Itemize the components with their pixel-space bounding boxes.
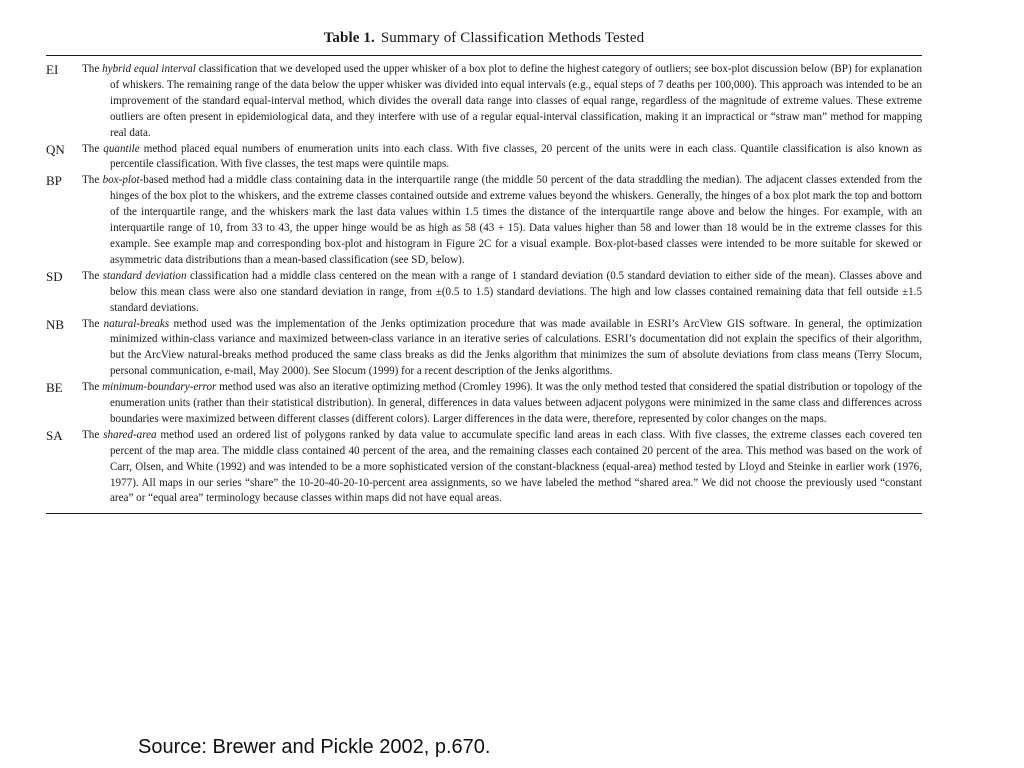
row-description: [82, 173, 922, 268]
row-term: quantile: [103, 142, 140, 155]
table-row: [46, 317, 922, 381]
row-abbreviation: SD: [46, 268, 63, 284]
row-description: [82, 142, 922, 174]
table-rows: [46, 56, 922, 513]
row-term: natural-breaks: [103, 317, 170, 330]
row-abbreviation: BE: [46, 380, 63, 396]
row-abbreviation: NB: [46, 316, 65, 332]
row-abbreviation: BP: [46, 173, 62, 189]
row-text: method used an ordered list of polygons ranked by data value to accumulate specific land areas in each class. With five classes, the extreme classes each covered ten percent of the map area. The middle class contained 40 percent of the area, and the remaining classes each contained 20 percent of the area. This method was based on the work of Carr, Olsen, and White (1992) and was intended to be a more sophisticated version of the constant-blackness (equal-area) method tested by Lloyd and Steinke in earlier work (1976, 1977). All maps in our series “share” the 10-20-40-20-10-percent area assignments, so we have labeled the method “shared area.” We did not choose the previously used “constant area” or “equal area” terminology because classes within maps did not have equal areas.: [110, 428, 922, 505]
table-title: [46, 30, 922, 47]
row-lead: The: [82, 269, 103, 282]
table-label: Table 1.: [323, 30, 375, 46]
row-abbreviation: EI: [46, 62, 59, 77]
row-term: minimum-boundary-error: [102, 381, 217, 394]
row-text: classification that we developed used the upper whisker of a box plot to define the highest category of outliers; see box-plot discussion below (BP) for explanation of whiskers. The remaining range of the data below the upper whisker was divided into equal intervals (e.g., equal steps of 7 deaths per 100,000). This approach was intended to be an improvement of the standard equal-interval method, which divides the overall data range into classes of equal range, regardless of the magnitude of extreme values. These extreme outliers are often present in epidemiological data, and they interfere with use of a regular equal-interval classification, making it an impractical or “straw man” method for mapping real data.: [110, 63, 922, 139]
classification-table: [46, 30, 922, 514]
row-description: [82, 317, 922, 381]
table-row: [46, 428, 922, 508]
row-description: [82, 269, 922, 317]
row-description: [82, 62, 922, 142]
row-lead: The: [82, 142, 104, 155]
row-term: shared-area: [103, 428, 157, 441]
row-abbreviation: SA: [46, 427, 63, 443]
table-title-text: Summary of Classification Methods Tested: [380, 30, 645, 46]
row-lead: The: [82, 428, 104, 441]
row-lead: The: [82, 63, 103, 75]
row-abbreviation: QN: [46, 141, 65, 157]
row-text: method used was the implementation of the Jenks optimization procedure that was made available in ESRI’s ArcView GIS software. In general, the optimization minimized within-class variance and maximized between-class variance in an iterative series of calculations. ESRI’s documentation did not explain the specifics of their algorithm, but the ArcView natural-breaks method produced the same class breaks as did the Jenks algorithm that minimizes the sum of absolute deviations from class means (Terry Slocum, personal communication, e-mail, May 2000). See Slocum (1999) for a recent description of the Jenks algorithms.: [110, 317, 922, 378]
row-lead: The: [82, 381, 103, 394]
table-row: [46, 380, 922, 428]
row-description: [82, 428, 922, 508]
row-term: hybrid equal interval: [102, 63, 196, 75]
source-citation: Source: Brewer and Pickle 2002, p.670.: [138, 736, 491, 758]
row-description: [82, 380, 922, 428]
row-text: method used was also an iterative optimizing method (Cromley 1996). It was the only method tested that considered the spatial distribution or topology of the enumeration units (rather than their statistical distribution). In general, differences in data values between adjacent polygons were minimized in the same class and differences across boundaries were maximized between different classes (different colors). Larger differences in the data were, therefore, represented by color changes on the maps.: [110, 381, 922, 425]
row-text: -based method had a middle class containing data in the interquartile range (the middle 50 percent of the data straddling the median). The adjacent classes extended from the hinges of the box plot to the whiskers, and the extreme classes contained outside and extreme values beyond the whiskers. Generally, the hinges of a box plot mark the top and bottom of the interquartile range, and the whiskers mark the last data values within 1.5 times the distance of the interquartile range above and below the hinges. For example, with an interquartile range of 10, from 33 to 43, the upper hinge would be as high as 58 (43 + 15). Data values higher than 58 and lower than 18 would be in the extreme classes for this example. See example map and corresponding box-plot and histogram in Figure 2C for a visual example. Box-plot-based classes were intended to be more suitable for skewed or asymmetric data distributions than a mean-based classification (see SD, below).: [110, 174, 922, 266]
row-lead: The: [82, 174, 103, 187]
row-lead: The: [82, 317, 104, 330]
row-text: method placed equal numbers of enumeration units into each class. With five classes, 20 percent of the units were in each class. Quantile classification is also known as percentile classification. With five classes, the test maps were quintile maps.: [110, 142, 922, 171]
table-row: [46, 142, 922, 174]
row-term: box-plot: [102, 174, 140, 187]
row-text: classification had a middle class centered on the mean with a range of 1 standard deviation (0.5 standard deviation to either side of the mean). Classes above and below this mean class were also one standard deviation in range, from ±(0.5 to 1.5) standard deviations. The high and low classes contained remaining data that fell outside ±1.5 standard deviations.: [110, 269, 922, 314]
table-row: [46, 269, 922, 317]
row-term: standard deviation: [102, 269, 187, 282]
table-row: [46, 62, 922, 142]
bottom-rule: [46, 513, 922, 514]
table-row: [46, 173, 922, 268]
